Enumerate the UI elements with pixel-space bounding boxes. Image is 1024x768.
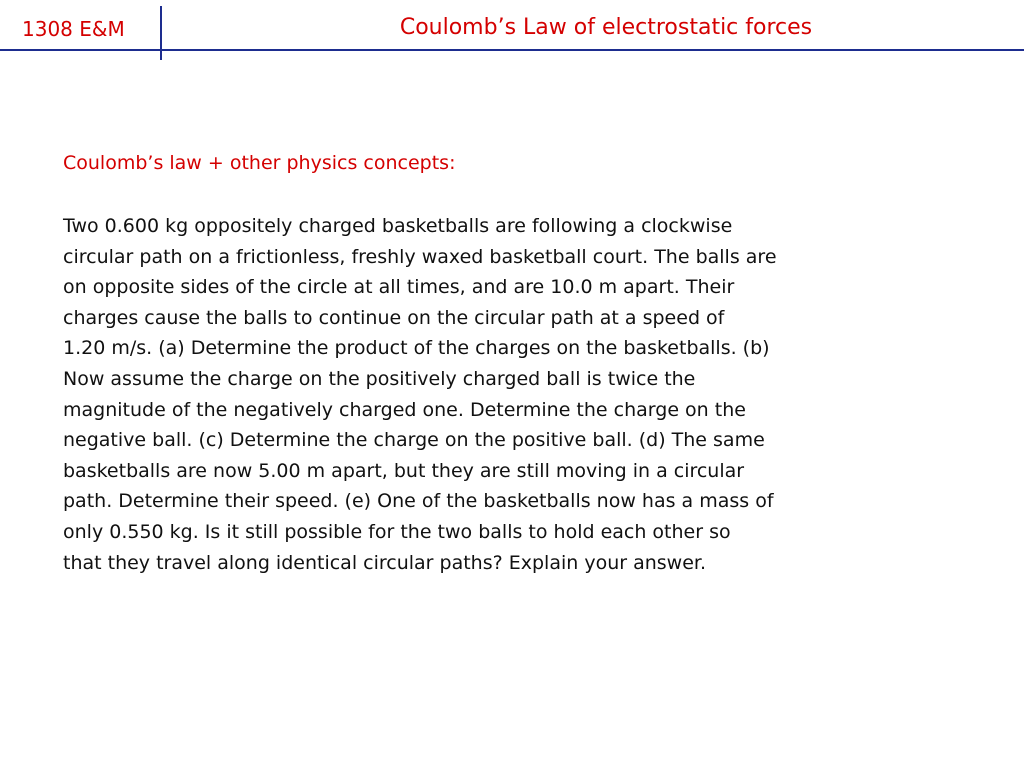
- slide-content: [63, 148, 988, 578]
- slide-title: Coulomb’s Law of electrostatic forces: [399, 15, 813, 40]
- header-horizontal-divider: [0, 49, 1024, 51]
- problem-line: basketballs are now 5.00 m apart, but they are still moving in a circular: [63, 459, 745, 482]
- course-code: 1308 E&M: [22, 17, 125, 41]
- slide-header: [0, 0, 1024, 62]
- problem-line: that they travel along identical circular paths? Explain your answer.: [63, 551, 707, 574]
- problem-line: charges cause the balls to continue on the circular path at a speed of: [63, 306, 725, 329]
- problem-line: only 0.550 kg. Is it still possible for the two balls to hold each other so: [63, 520, 731, 543]
- problem-line: 1.20 m/s. (a) Determine the product of the charges on the basketballs. (b): [63, 337, 770, 360]
- header-vertical-divider: [160, 6, 162, 60]
- problem-line: Now assume the charge on the positively charged ball is twice the: [63, 367, 696, 390]
- problem-statement: [63, 211, 988, 578]
- problem-line: negative ball. (c) Determine the charge on the positive ball. (d) The same: [63, 429, 765, 452]
- problem-line: circular path on a frictionless, freshly waxed basketball court. The balls are: [63, 245, 777, 268]
- problem-line: Two 0.600 kg oppositely charged basketballs are following a clockwise: [63, 215, 733, 237]
- problem-line: magnitude of the negatively charged one. Determine the charge on the: [63, 398, 746, 421]
- problem-line: path. Determine their speed. (e) One of the basketballs now has a mass of: [63, 490, 774, 513]
- problem-line: on opposite sides of the circle at all times, and are 10.0 m apart. Their: [63, 276, 735, 299]
- section-subheading: Coulomb’s law + other physics concepts:: [63, 152, 456, 174]
